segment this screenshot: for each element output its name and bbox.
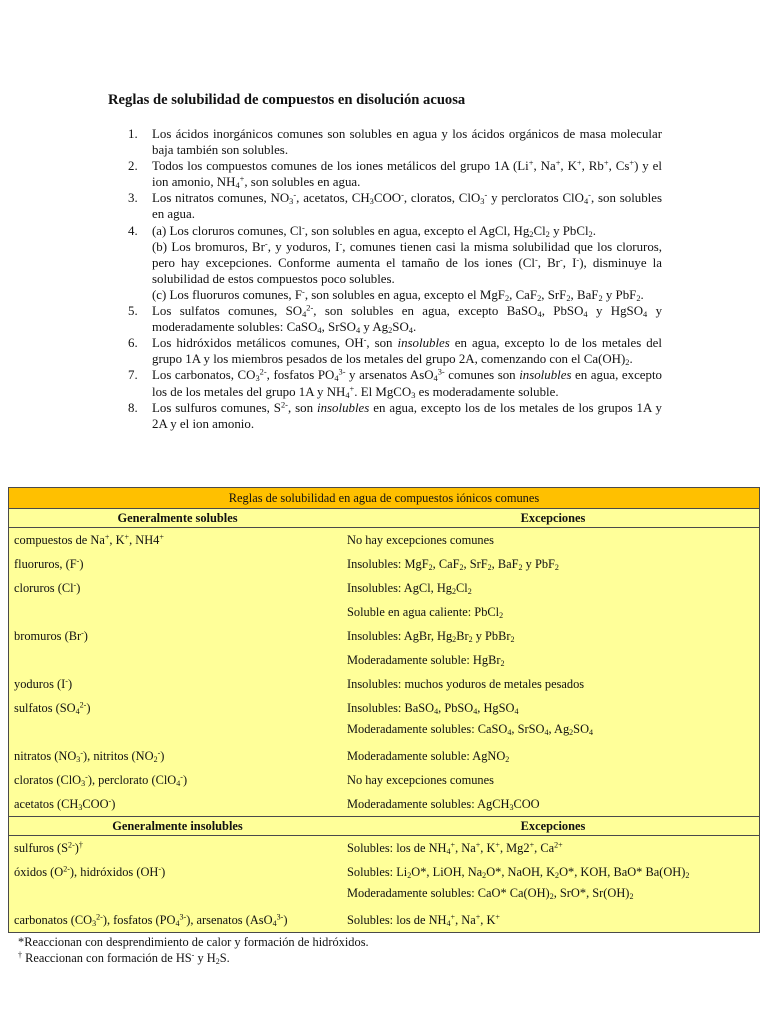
- footnote: *Reaccionan con desprendimiento de calor y formación de hidróxidos.: [18, 935, 369, 949]
- exception-cell: Solubles: los de $NH_4^+$, Na+, K+, Mg2+, $Ca^{2+}$: [347, 840, 563, 856]
- table-row: [9, 624, 759, 648]
- rule-text: Los carbonatos, $CO_3^{2-}$, fosfatos $PO_4^{3-}$ y arsenatos AsO$_4^{3-}$ comunes son insolubles en agua, excepto los de los metales del grupo 1A y $NH_4^+$. El MgCO$_3$ es moderadamente soluble.: [152, 367, 663, 400]
- compound-cell: yoduros (I-): [14, 676, 73, 691]
- table-row: [9, 576, 759, 600]
- exception-cell: Insolubles: BaSO$_4$, PbSO$_4$, HgSO$_4$: [347, 700, 519, 716]
- exception-cell: No hay excepciones comunes: [347, 772, 494, 787]
- rule-number: 6.: [128, 336, 138, 351]
- soluble-header-row: [9, 509, 759, 528]
- compound-cell: cloratos (ClO$_3$-), perclorato (ClO$_4$-): [14, 772, 188, 788]
- table-row: [9, 696, 759, 720]
- exception-cell: Solubles: los de $NH_4^+$, Na+, K+: [347, 912, 500, 928]
- exception-cell: Insolubles: AgBr, $Hg_2Br_2$ y PbBr$_2$: [347, 628, 515, 644]
- compound-cell: bromuros (Br-): [14, 628, 88, 643]
- rule-text: (b) Los bromuros, Br-, y yoduros, I-, comunes tienen casi la misma solubilidad que los cloruros, pero hay excepciones. Conforme aumenta el tamaño de los iones (Cl-, Br-, I-), disminuye la solubilidad de estos compuestos poco solubles.: [152, 239, 663, 286]
- compound-cell: acetatos $(CH_3COO^-)$: [14, 796, 116, 812]
- exception-cell: Insolubles: muchos yoduros de metales pesados: [347, 676, 585, 691]
- table-row: [9, 528, 759, 552]
- table-row: [9, 908, 759, 932]
- rule-item: [128, 335, 662, 368]
- exception-cell: Solubles: $Li_2O*$, LiOH, $Na_2O*$, NaOH, $K_2O*$, KOH, BaO* $Ba(OH)_2$: [347, 864, 690, 880]
- rule-item: [128, 399, 662, 432]
- compound-cell: óxidos $(O^{2-})$, hidróxidos (OH-): [14, 864, 166, 879]
- rule-text: Los nitratos comunes, $NO_3^-$, acetatos, $CH_3COO^-$, cloratos, ClO$_3$- y percloratos ClO$_4$-, son solubles en agua.: [152, 190, 662, 222]
- footnotes: [18, 934, 369, 966]
- rule-item: [128, 126, 662, 158]
- rule-item: [128, 367, 663, 400]
- rule-number: 1.: [128, 127, 138, 141]
- rule-text: (a) Los cloruros comunes, Cl-, son solubles en agua, excepto el AgCl, $Hg_2Cl_2$ y PbCl$_2$.: [152, 222, 596, 239]
- rule-number: 7.: [128, 368, 138, 383]
- table-row: [9, 600, 759, 624]
- footnote: † Reaccionan con formación de HS- y $H_2S$.: [18, 950, 230, 966]
- rule-number: 4.: [128, 223, 138, 238]
- compound-cell: sulfatos $(SO_4^{2-})$: [14, 700, 91, 716]
- insoluble-header: Generalmente insolubles: [112, 818, 243, 833]
- soluble-header: Generalmente solubles: [117, 510, 238, 525]
- compound-cell: [9, 884, 341, 886]
- rule-text: Los sulfatos comunes, $SO_4^{2-}$, son solubles en agua, excepto BaSO$_4$, PbSO$_4$ y HgSO$_4$ y moderadamente solubles: CaSO$_4$, SrSO$_4$ y $Ag_2SO_4$.: [152, 303, 663, 336]
- rule-text: Los hidróxidos metálicos comunes, OH-, son insolubles en agua, excepto lo de los metales del grupo 1A y los miembros pesados de los metales del grupo 2A, comenzando con el $Ca(OH)_2$.: [152, 335, 662, 368]
- exception-cell: Soluble en agua caliente: PbCl$_2$: [347, 604, 504, 620]
- exceptions-header: Excepciones: [520, 510, 586, 525]
- rule-item: [128, 190, 662, 222]
- exception-cell: Insolubles: AgCl, $Hg_2Cl_2$: [347, 580, 472, 596]
- insoluble-rows: [9, 836, 759, 932]
- table-row: [9, 720, 759, 744]
- solubility-rules-list: [128, 126, 663, 432]
- table-banner: Reglas de solubilidad en agua de compuestos iónicos comunes: [9, 488, 759, 509]
- table-row: [9, 648, 759, 672]
- solubility-table: [8, 487, 760, 933]
- rule-item: [128, 222, 663, 304]
- table-row: [9, 792, 759, 816]
- table-row: [9, 836, 759, 860]
- rule-number: 5.: [128, 304, 138, 319]
- rule-text: (c) Los fluoruros comunes, F-, son solubles en agua, excepto el MgF$_2$, CaF$_2$, SrF$_2$, BaF$_2$ y PbF$_2$.: [152, 287, 644, 304]
- exception-cell: Insolubles: MgF$_2$, CaF$_2$, SrF$_2$, BaF$_2$ y PbF$_2$: [347, 556, 559, 572]
- rule-text: Los sulfuros comunes, $S^{2-}$, son insolubles en agua, excepto los de los metales de los grupos 1A y 2A y el ion amonio.: [152, 399, 662, 431]
- rule-item: [128, 158, 662, 191]
- table-row: [9, 768, 759, 792]
- document-title: Reglas de solubilidad de compuestos en disolución acuosa: [108, 92, 466, 108]
- exception-cell: Moderadamente solubles: CaO* $Ca(OH)_2$, SrO*, $Sr(OH)_2$: [347, 886, 634, 901]
- compound-cell: sulfuros $(S^{2-})^\dagger$: [14, 840, 83, 855]
- rule-number: 3.: [128, 191, 138, 206]
- insoluble-header-row: [9, 816, 759, 836]
- soluble-rows: [9, 528, 759, 816]
- exception-cell: Moderadamente solubles: CaSO$_4$, SrSO$_4$, $Ag_2SO_4$: [347, 722, 594, 737]
- rule-text: Los ácidos inorgánicos comunes son solubles en agua y los ácidos orgánicos de masa molecular baja también son solubles.: [152, 127, 662, 158]
- exception-cell: Moderadamente soluble: HgBr$_2$: [347, 652, 505, 668]
- rule-item: [128, 303, 663, 336]
- table-row: [9, 552, 759, 576]
- table-row: [9, 884, 759, 908]
- compound-cell: [9, 720, 341, 722]
- compound-cell: compuestos de Na+, K+, NH4+: [14, 532, 164, 547]
- compound-cell: cloruros (Cl-): [14, 580, 81, 595]
- table-row: [9, 672, 759, 696]
- compound-cell: fluoruros, (F-): [14, 556, 84, 571]
- exception-cell: Moderadamente soluble: AgNO$_2$: [347, 748, 510, 764]
- rule-text: Todos los compuestos comunes de los iones metálicos del grupo 1A (Li+, Na+, K+, Rb+, Cs+) y el ion amonio, $NH_4^+$, son solubles en agua.: [152, 158, 662, 191]
- table-row: [9, 860, 759, 884]
- exception-cell: Moderadamente solubles: AgCH$_3$COO: [347, 796, 540, 812]
- insoluble-exceptions-header: Excepciones: [520, 818, 586, 833]
- exception-cell: No hay excepciones comunes: [347, 532, 494, 547]
- rule-number: 2.: [128, 159, 138, 174]
- compound-cell: nitratos $(NO_3^-)$, nitritos $(NO_2^-)$: [14, 748, 165, 764]
- rule-number: 8.: [128, 400, 138, 415]
- compound-cell: carbonatos $(CO_3^{2-})$, fosfatos $(PO_4^{3-})$, arsenatos (AsO$_4^{3-}$): [14, 912, 288, 928]
- table-row: [9, 744, 759, 768]
